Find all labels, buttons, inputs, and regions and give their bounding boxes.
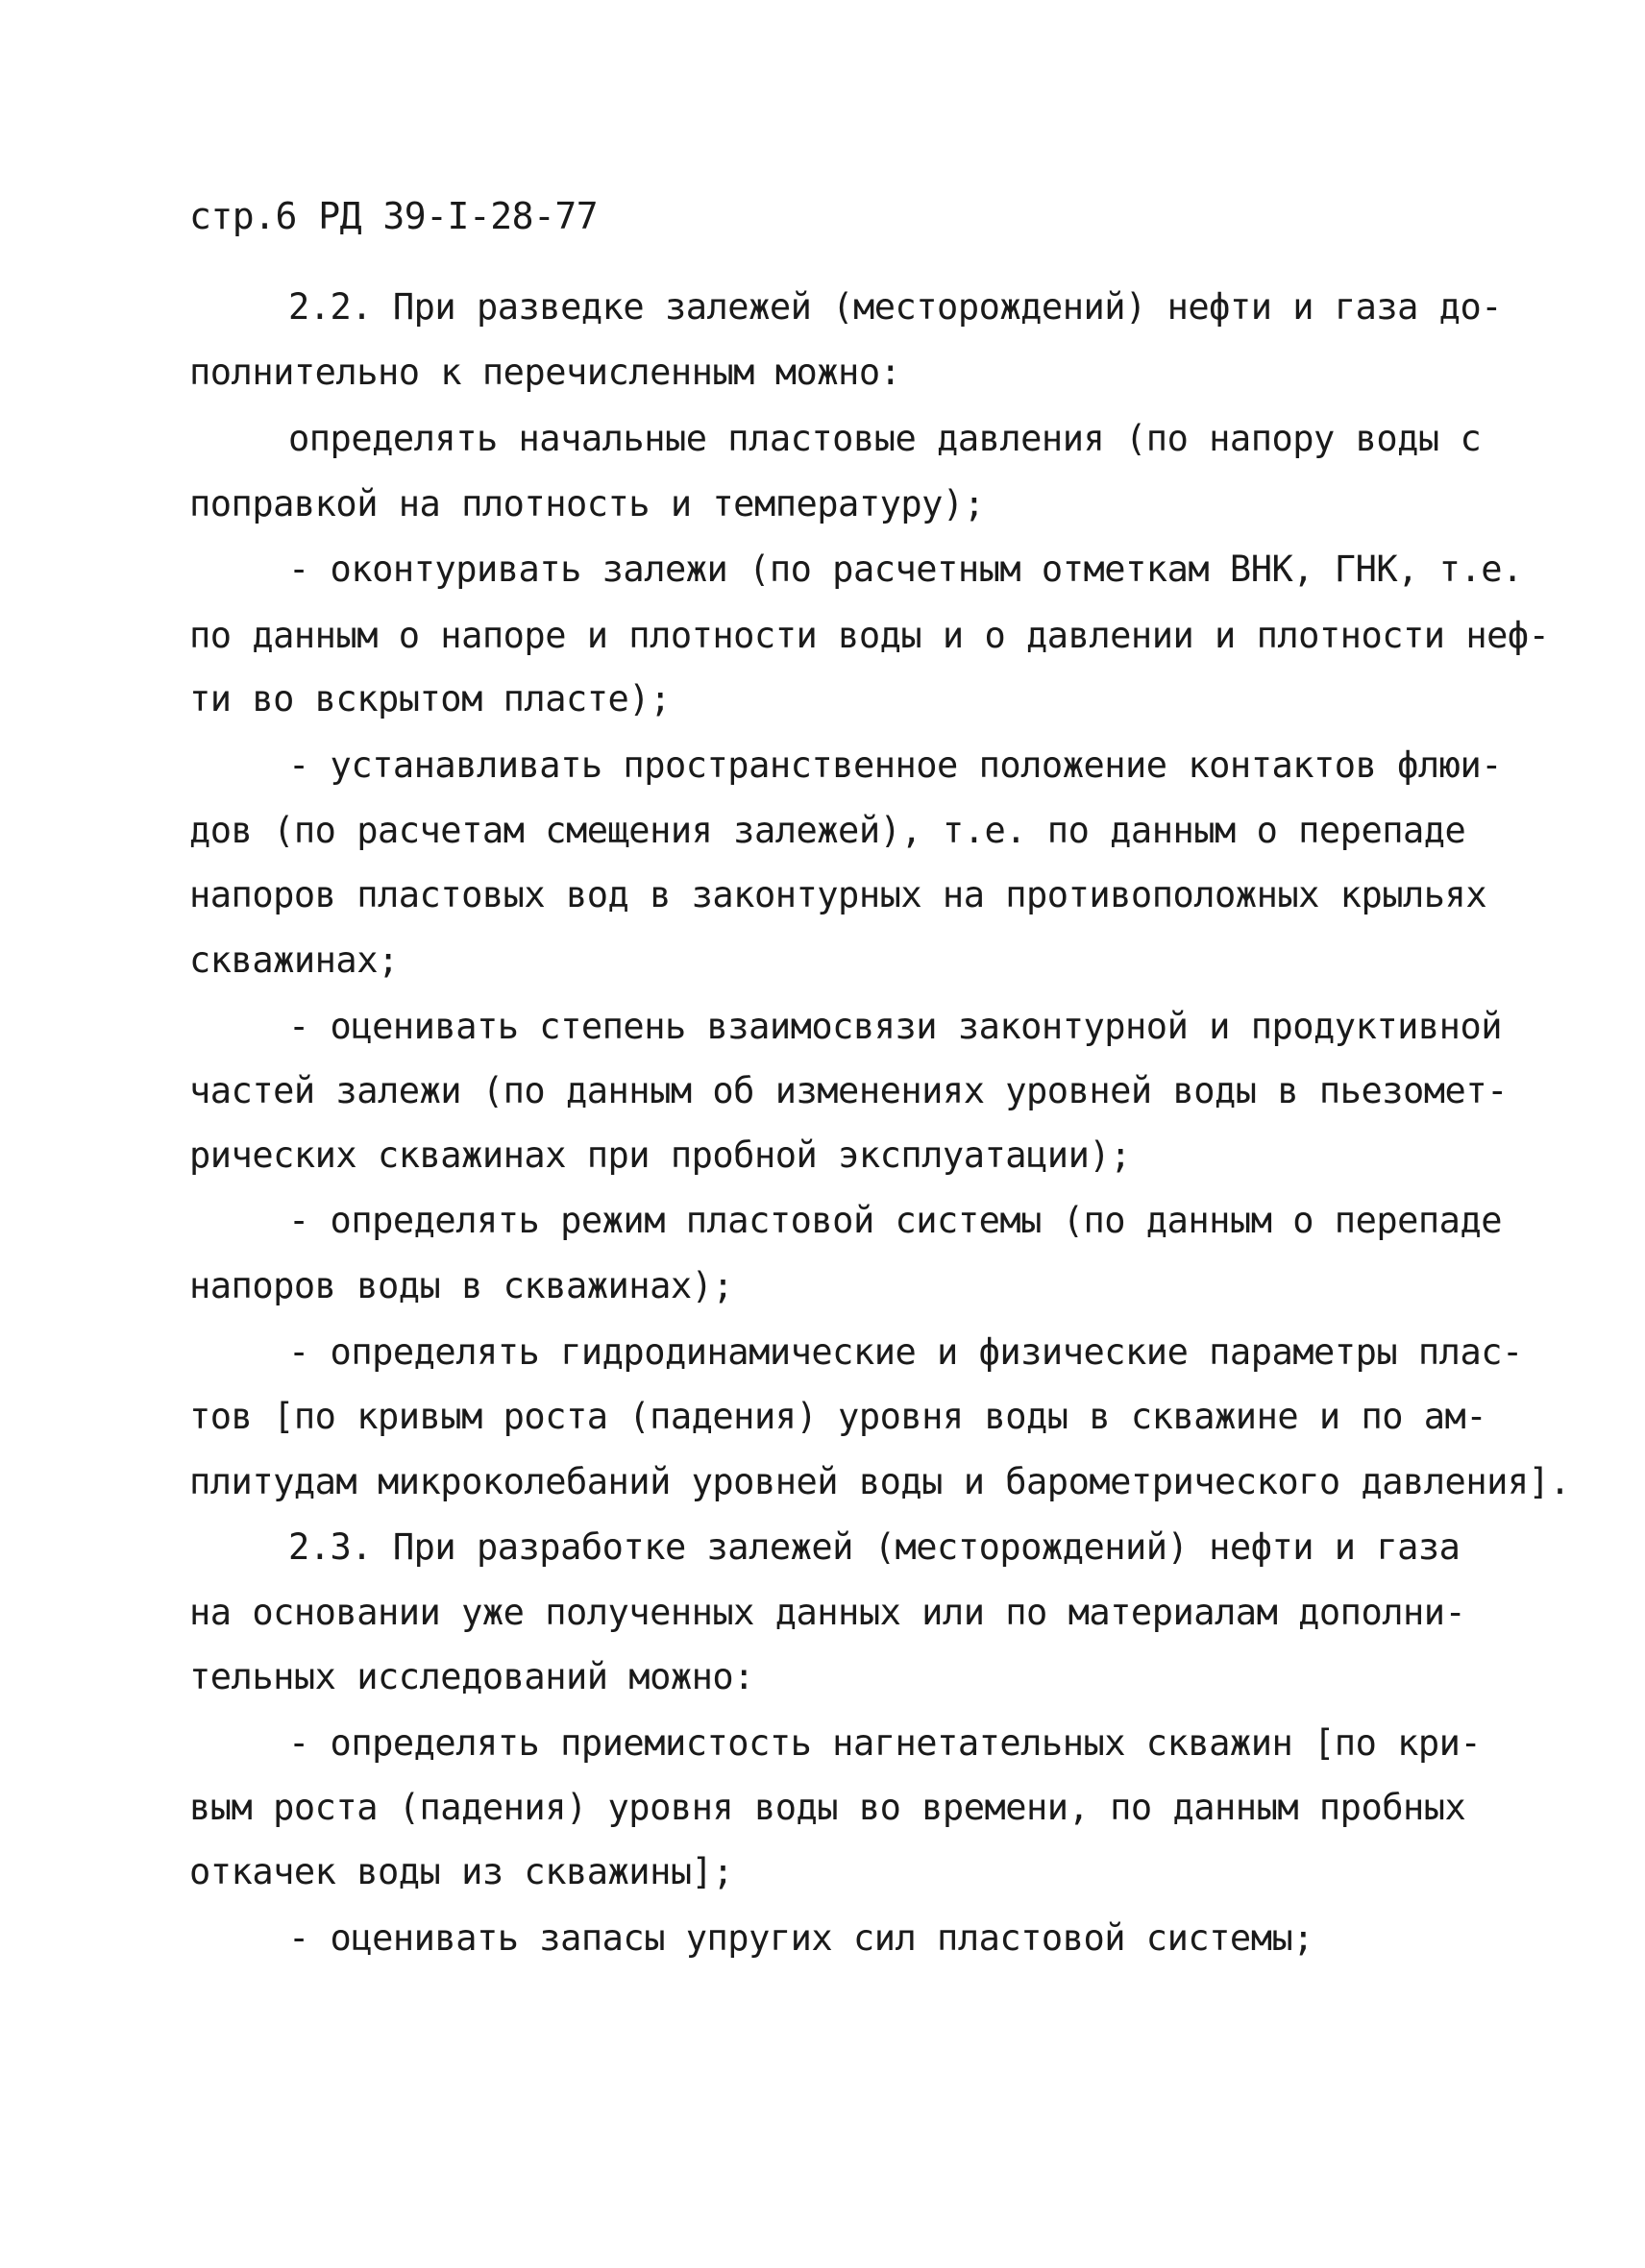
text-line: напоров воды в скважинах); [189, 1265, 734, 1306]
text-line: - оценивать степень взаимосвязи законтурной и продуктивной [288, 1006, 1503, 1047]
text-line: по данным о напоре и плотности воды и о давлении и плотности неф- [189, 615, 1550, 656]
text-line: - определять гидродинамические и физические параметры плас- [288, 1331, 1523, 1373]
text-line: - определять режим пластовой системы (по данным о перепаде [288, 1200, 1503, 1241]
text-line: - определять приемистость нагнетательных скважин [по кри- [288, 1722, 1482, 1764]
text-line: рических скважинах при пробной эксплуатации); [189, 1134, 1131, 1176]
page-header: стр.6 РД 39-I-28-77 [189, 195, 599, 237]
text-line: 2.3. При разработке залежей (месторождений) нефти и газа [288, 1526, 1461, 1568]
text-line: ти во вскрытом пласте); [189, 678, 671, 719]
text-line: полнительно к перечисленным можно: [189, 352, 901, 393]
text-line: тельных исследований можно: [189, 1656, 754, 1697]
text-line: напоров пластовых вод в законтурных на противоположных крыльях [189, 874, 1487, 915]
text-line: - устанавливать пространственное положение контактов флюи- [288, 744, 1503, 786]
text-line: поправкой на плотность и температуру); [189, 483, 985, 524]
text-line: откачек воды из скважины]; [189, 1851, 734, 1892]
text-line: дов (по расчетам смещения залежей), т.е. по данным о перепаде [189, 810, 1466, 851]
text-line: вым роста (падения) уровня воды во времени, по данным пробных [189, 1787, 1466, 1828]
text-line: определять начальные пластовые давления (по напору воды с [288, 418, 1482, 459]
text-line: - оценивать запасы упругих сил пластовой системы; [288, 1917, 1314, 1959]
text-line: на основании уже полученных данных или по материалам дополни- [189, 1592, 1466, 1633]
text-line: тов [по кривым роста (падения) уровня воды в скважине и по ам- [189, 1396, 1487, 1437]
text-line: частей залежи (по данным об изменениях уровней воды в пьезомет- [189, 1070, 1508, 1111]
text-line: 2.2. При разведке залежей (месторождений) нефти и газа до- [288, 286, 1503, 328]
text-line: плитудам микроколебаний уровней воды и барометрического давления]. [189, 1461, 1571, 1502]
text-line: - оконтуривать залежи (по расчетным отметкам ВНК, ГНК, т.е. [288, 549, 1523, 590]
text-line: скважинах; [189, 939, 399, 981]
